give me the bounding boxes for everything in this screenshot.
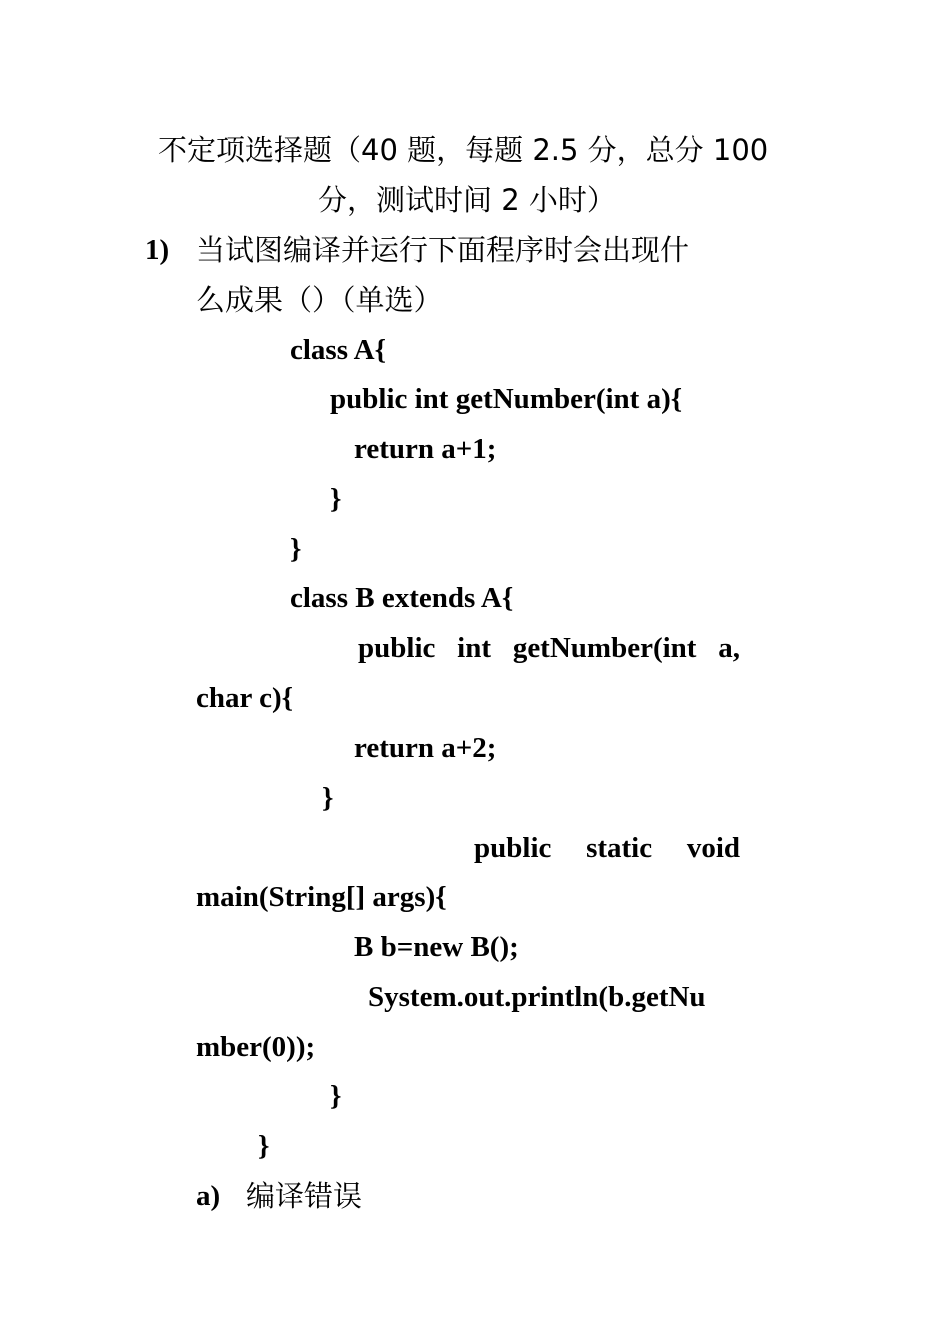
question-text-line-1: 当试图编译并运行下面程序时会出现什 xyxy=(196,233,690,267)
code-line: } xyxy=(330,1080,342,1112)
code-line: public int getNumber(int a){ xyxy=(330,383,683,415)
code-line xyxy=(358,630,740,666)
code-token: getNumber(int xyxy=(512,632,697,664)
code-line: System.out.println(b.getNu xyxy=(368,981,706,1013)
code-line: class A{ xyxy=(290,334,387,366)
question-text-line-2: 么成果（）（单选） xyxy=(196,283,443,317)
code-line: class B extends A{ xyxy=(290,582,514,614)
code-line xyxy=(474,830,740,866)
option-a-letter: a) xyxy=(196,1180,221,1212)
code-token: int xyxy=(457,632,492,664)
code-line: return a+2; xyxy=(354,732,497,764)
code-token: public xyxy=(358,632,436,664)
option-a-text: 编译错误 xyxy=(246,1179,363,1213)
code-line: mber(0)); xyxy=(196,1031,316,1063)
title-line-2: 分，测试时间 2 小时） xyxy=(318,183,616,217)
code-line: } xyxy=(258,1130,270,1162)
code-line: } xyxy=(322,782,334,814)
question-number: 1) xyxy=(145,234,170,266)
code-line: B b=new B(); xyxy=(354,931,519,963)
code-line: char c){ xyxy=(196,682,294,714)
code-token: public xyxy=(474,832,552,864)
code-line: return a+1; xyxy=(354,433,497,465)
code-token: a, xyxy=(718,632,740,664)
code-line: main(String[] args){ xyxy=(196,881,447,913)
code-line: } xyxy=(330,483,342,515)
title-line-1: 不定项选择题（40 题，每题 2.5 分，总分 100 xyxy=(158,133,769,167)
code-token: static xyxy=(586,832,653,864)
code-line: } xyxy=(290,533,302,565)
code-token: void xyxy=(686,832,740,864)
